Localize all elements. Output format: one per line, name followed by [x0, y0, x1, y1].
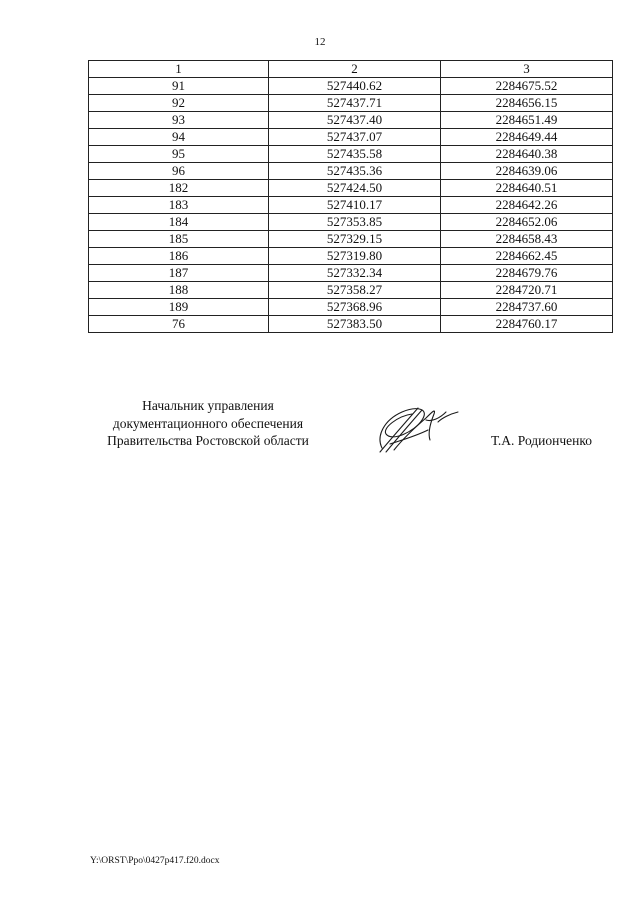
table-row — [89, 163, 613, 180]
table-row — [89, 265, 613, 282]
table-cell: 527435.58 — [269, 146, 441, 163]
table-cell: 527410.17 — [269, 197, 441, 214]
table-row — [89, 146, 613, 163]
table-cell: 2284760.17 — [441, 316, 613, 333]
table-cell: 527329.15 — [269, 231, 441, 248]
coordinates-table — [88, 60, 613, 333]
table-cell: 527424.50 — [269, 180, 441, 197]
table-cell: 527440.62 — [269, 78, 441, 95]
table-cell: 527332.34 — [269, 265, 441, 282]
table-cell: 91 — [89, 78, 269, 95]
table-cell: 2284656.15 — [441, 95, 613, 112]
table-cell: 187 — [89, 265, 269, 282]
table-cell: 527437.71 — [269, 95, 441, 112]
signatory-title-line: Правительства Ростовской области — [107, 433, 309, 448]
table-cell: 76 — [89, 316, 269, 333]
table-cell: 2284737.60 — [441, 299, 613, 316]
table-row — [89, 180, 613, 197]
table-cell: 527437.40 — [269, 112, 441, 129]
table-cell: 527437.07 — [269, 129, 441, 146]
page-number: 12 — [314, 36, 326, 48]
table-row — [89, 197, 613, 214]
table-cell: 2284642.26 — [441, 197, 613, 214]
table-cell: 527319.80 — [269, 248, 441, 265]
table-cell: 2284649.44 — [441, 129, 613, 146]
table-body — [89, 78, 613, 333]
table-cell: 96 — [89, 163, 269, 180]
table-cell: 2284720.71 — [441, 282, 613, 299]
column-header: 1 — [89, 61, 269, 78]
table-cell: 527368.96 — [269, 299, 441, 316]
table-cell: 182 — [89, 180, 269, 197]
handwritten-signature — [372, 400, 462, 458]
table-row — [89, 316, 613, 333]
table-cell: 2284675.52 — [441, 78, 613, 95]
table-cell: 185 — [89, 231, 269, 248]
table-cell: 2284662.45 — [441, 248, 613, 265]
table-cell: 188 — [89, 282, 269, 299]
table-row — [89, 129, 613, 146]
table-row — [89, 214, 613, 231]
table-cell: 93 — [89, 112, 269, 129]
signatory-name: Т.А. Родионченко — [491, 433, 592, 448]
table-cell: 527435.36 — [269, 163, 441, 180]
table-row — [89, 231, 613, 248]
column-header: 3 — [441, 61, 613, 78]
table-cell: 2284679.76 — [441, 265, 613, 282]
table-cell: 527383.50 — [269, 316, 441, 333]
table-cell: 94 — [89, 129, 269, 146]
table-cell: 2284640.51 — [441, 180, 613, 197]
table-cell: 189 — [89, 299, 269, 316]
table-row — [89, 112, 613, 129]
document-file-path: Y:\ORST\Ppo\0427p417.f20.docx — [90, 856, 220, 866]
signatory-title-line: Начальник управления — [142, 398, 274, 413]
table-cell: 2284658.43 — [441, 231, 613, 248]
table-cell: 186 — [89, 248, 269, 265]
table-cell: 2284639.06 — [441, 163, 613, 180]
table-cell: 95 — [89, 146, 269, 163]
table-header-row — [89, 61, 613, 78]
table-row — [89, 282, 613, 299]
table-row — [89, 248, 613, 265]
table-cell: 2284640.38 — [441, 146, 613, 163]
column-header: 2 — [269, 61, 441, 78]
table-cell: 527358.27 — [269, 282, 441, 299]
table-cell: 183 — [89, 197, 269, 214]
table-cell: 527353.85 — [269, 214, 441, 231]
table-cell: 92 — [89, 95, 269, 112]
table-row — [89, 95, 613, 112]
table-cell: 2284652.06 — [441, 214, 613, 231]
signatory-title — [88, 397, 328, 450]
table-row — [89, 299, 613, 316]
signatory-title-line: документационного обеспечения — [112, 415, 304, 431]
table-cell: 184 — [89, 214, 269, 231]
table-row — [89, 78, 613, 95]
table-cell: 2284651.49 — [441, 112, 613, 129]
